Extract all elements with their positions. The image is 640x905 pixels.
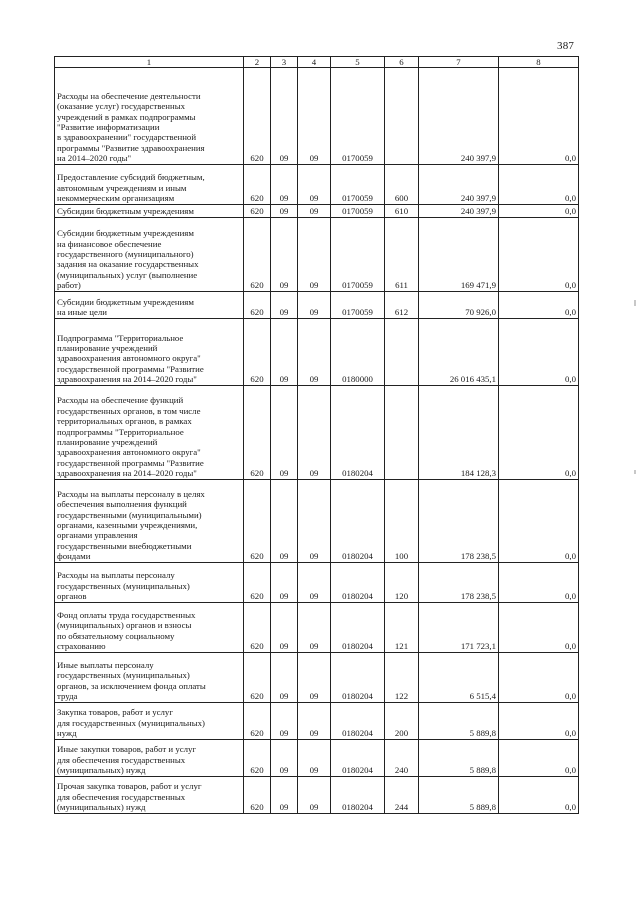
expense-type-code: 122 [385,653,419,703]
subsection-code: 09 [298,563,331,603]
expense-type-code: 121 [385,603,419,653]
row-description [55,319,244,386]
description-line: для обеспечения государственных [57,791,186,802]
description-line: государственных (муниципальных) [57,580,190,591]
row-description [55,480,244,563]
table-body [55,68,579,814]
secondary-amount-value: 0,0 [499,165,579,205]
column-header: 6 [385,57,419,68]
description-line: территориальных органов, в рамках [57,416,192,427]
target-item-code: 0180204 [331,603,385,653]
description-line: труда [57,691,78,701]
row-description [55,218,244,292]
subsection-code: 09 [298,777,331,814]
row-description [55,205,244,218]
amount-value: 5 889,8 [419,777,499,814]
secondary-amount-value: 0,0 [499,386,579,480]
section-code: 09 [271,386,298,480]
secondary-amount-value: 0,0 [499,740,579,777]
secondary-amount-value: 0,0 [499,292,579,319]
section-code: 09 [271,218,298,292]
description-line: Прочая закупка товаров, работ и услуг [57,781,202,792]
description-line: планирование учреждений [57,342,158,353]
secondary-amount-value: 0,0 [499,218,579,292]
row-description [55,68,244,165]
description-line: Расходы на выплаты персоналу [57,570,175,581]
row-description [55,740,244,777]
section-code: 09 [271,292,298,319]
table-row [55,563,579,603]
secondary-amount-value: 0,0 [499,603,579,653]
amount-value: 6 515,4 [419,653,499,703]
expense-type-code: 612 [385,292,419,319]
ministry-code: 620 [244,292,271,319]
expense-type-code: 200 [385,703,419,740]
expense-type-code: 240 [385,740,419,777]
amount-value: 5 889,8 [419,740,499,777]
description-line: работ) [57,280,81,290]
row-description [55,386,244,480]
description-line: (муниципальных) услуг (выполнение [57,269,198,280]
description-line: государственного (муниципального) [57,248,194,259]
expense-type-code: 610 [385,205,419,218]
target-item-code: 0170059 [331,205,385,218]
description-line: государственной программы "Развитие [57,363,204,374]
description-line: на 2014–2020 годы" [57,153,132,163]
target-item-code: 0180000 [331,319,385,386]
table-row [55,292,579,319]
description-line: (муниципальных) органов и взносы [57,620,192,631]
description-line: здравоохранения на 2014–2020 годы" [57,374,197,384]
secondary-amount-value: 0,0 [499,480,579,563]
description-line: государственной программы "Развитие [57,457,204,468]
description-line: (муниципальных) нужд [57,802,146,812]
description-line: автономным учреждениям и иным [57,182,187,193]
target-item-code: 0170059 [331,292,385,319]
ministry-code: 620 [244,563,271,603]
table-row [55,480,579,563]
table-row [55,386,579,480]
subsection-code: 09 [298,292,331,319]
ministry-code: 620 [244,480,271,563]
table-row [55,603,579,653]
description-line: Субсидии бюджетным учреждениям [57,206,194,216]
ministry-code: 620 [244,218,271,292]
secondary-amount-value: 0,0 [499,703,579,740]
column-header: 2 [244,57,271,68]
description-line: на финансовое обеспечение [57,238,162,249]
subsection-code: 09 [298,319,331,386]
column-header: 1 [55,57,244,68]
description-line: Расходы на обеспечение функций [57,395,184,406]
description-line: по обязательному социальному [57,630,175,641]
amount-value: 5 889,8 [419,703,499,740]
amount-value: 70 926,0 [419,292,499,319]
target-item-code: 0180204 [331,777,385,814]
secondary-amount-value: 0,0 [499,653,579,703]
section-code: 09 [271,480,298,563]
amount-value: 178 238,5 [419,480,499,563]
secondary-amount-value: 0,0 [499,777,579,814]
ministry-code: 620 [244,703,271,740]
amount-value: 240 397,9 [419,165,499,205]
description-line: государственных (муниципальных) [57,670,190,681]
subsection-code: 09 [298,480,331,563]
description-line: страхованию [57,641,106,651]
expense-type-code: 600 [385,165,419,205]
description-line: органов, за исключением фонда оплаты [57,680,206,691]
description-line: здравоохранения на 2014–2020 годы" [57,468,197,478]
expense-type-code: 100 [385,480,419,563]
secondary-amount-value: 0,0 [499,205,579,218]
description-line: учреждений в рамках подпрограммы [57,111,196,122]
description-line: органов [57,591,87,601]
section-code: 09 [271,165,298,205]
section-code: 09 [271,653,298,703]
description-line: государственными (муниципальными) [57,509,202,520]
subsection-code: 09 [298,68,331,165]
row-description [55,603,244,653]
section-code: 09 [271,603,298,653]
row-description [55,563,244,603]
section-code: 09 [271,703,298,740]
table-row [55,703,579,740]
table-row [55,205,579,218]
description-line: "Развитие информатизации [57,121,160,132]
description-line: органами управления [57,530,138,541]
column-header: 4 [298,57,331,68]
subsection-code: 09 [298,603,331,653]
expense-type-code: 120 [385,563,419,603]
target-item-code: 0170059 [331,218,385,292]
row-description [55,292,244,319]
budget-table [54,56,579,814]
row-description [55,653,244,703]
amount-value: 169 471,9 [419,218,499,292]
ministry-code: 620 [244,603,271,653]
target-item-code: 0180204 [331,563,385,603]
secondary-amount-value: 0,0 [499,563,579,603]
secondary-amount-value: 0,0 [499,68,579,165]
row-description [55,703,244,740]
ministry-code: 620 [244,68,271,165]
description-line: Фонд оплаты труда государственных [57,609,196,620]
column-header: 8 [499,57,579,68]
section-code: 09 [271,319,298,386]
description-line: (муниципальных) нужд [57,765,146,775]
description-line: здравоохранения автономного округа" [57,447,201,458]
subsection-code: 09 [298,653,331,703]
ministry-code: 620 [244,319,271,386]
target-item-code: 0170059 [331,68,385,165]
ministry-code: 620 [244,386,271,480]
description-line: Иные выплаты персоналу [57,659,154,670]
table-row [55,319,579,386]
ministry-code: 620 [244,653,271,703]
description-line: органами, казенными учреждениями, [57,519,198,530]
ministry-code: 620 [244,165,271,205]
table-row [55,68,579,165]
description-line: нужд [57,728,77,738]
subsection-code: 09 [298,740,331,777]
description-line: подпрограммы "Территориальное [57,426,184,437]
subsection-code: 09 [298,218,331,292]
section-code: 09 [271,740,298,777]
description-line: обеспечения выполнения функций [57,499,187,510]
description-line: Субсидии бюджетным учреждениям [57,228,194,239]
scan-speck [634,470,636,474]
description-line: Предоставление субсидий бюджетным, [57,172,205,183]
subsection-code: 09 [298,165,331,205]
header-row [55,57,579,68]
section-code: 09 [271,205,298,218]
ministry-code: 620 [244,740,271,777]
description-line: (оказание услуг) государственных [57,101,185,112]
amount-value: 184 128,3 [419,386,499,480]
target-item-code: 0180204 [331,653,385,703]
description-line: некоммерческим организациям [57,193,175,203]
scan-speck [634,300,636,306]
expense-type-code: 244 [385,777,419,814]
target-item-code: 0180204 [331,703,385,740]
table-row [55,653,579,703]
table-row [55,218,579,292]
description-line: Расходы на обеспечение деятельности [57,90,201,101]
ministry-code: 620 [244,205,271,218]
subsection-code: 09 [298,703,331,740]
description-line: для государственных (муниципальных) [57,717,205,728]
description-line: задания на оказание государственных [57,259,199,270]
target-item-code: 0180204 [331,480,385,563]
column-header: 5 [331,57,385,68]
description-line: государственных органов, в том числе [57,405,201,416]
subsection-code: 09 [298,386,331,480]
row-description [55,165,244,205]
page-number: 387 [557,40,575,52]
secondary-amount-value: 0,0 [499,319,579,386]
expense-type-code [385,68,419,165]
description-line: Закупка товаров, работ и услуг [57,707,173,718]
description-line: здравоохранения автономного округа" [57,353,201,364]
row-description [55,777,244,814]
description-line: фондами [57,551,91,561]
description-line: Иные закупки товаров, работ и услуг [57,744,197,755]
section-code: 09 [271,777,298,814]
description-line: планирование учреждений [57,436,158,447]
target-item-code: 0170059 [331,165,385,205]
amount-value: 171 723,1 [419,603,499,653]
description-line: государственными внебюджетными [57,540,192,551]
table-row [55,740,579,777]
description-line: на иные цели [57,307,107,317]
amount-value: 240 397,9 [419,68,499,165]
column-header: 3 [271,57,298,68]
description-line: для обеспечения государственных [57,754,186,765]
expense-type-code: 611 [385,218,419,292]
target-item-code: 0180204 [331,386,385,480]
column-header: 7 [419,57,499,68]
section-code: 09 [271,68,298,165]
amount-value: 26 016 435,1 [419,319,499,386]
subsection-code: 09 [298,205,331,218]
description-line: Подпрограмма "Территориальное [57,332,184,343]
expense-type-code [385,319,419,386]
description-line: Расходы на выплаты персоналу в целях [57,488,205,499]
ministry-code: 620 [244,777,271,814]
table-row [55,777,579,814]
table-row [55,165,579,205]
amount-value: 178 238,5 [419,563,499,603]
expense-type-code [385,386,419,480]
section-code: 09 [271,563,298,603]
target-item-code: 0180204 [331,740,385,777]
description-line: программы "Развитие здравоохранения [57,142,205,153]
amount-value: 240 397,9 [419,205,499,218]
description-line: Субсидии бюджетным учреждениям [57,296,194,307]
description-line: в здравоохранении" государственной [57,132,197,143]
